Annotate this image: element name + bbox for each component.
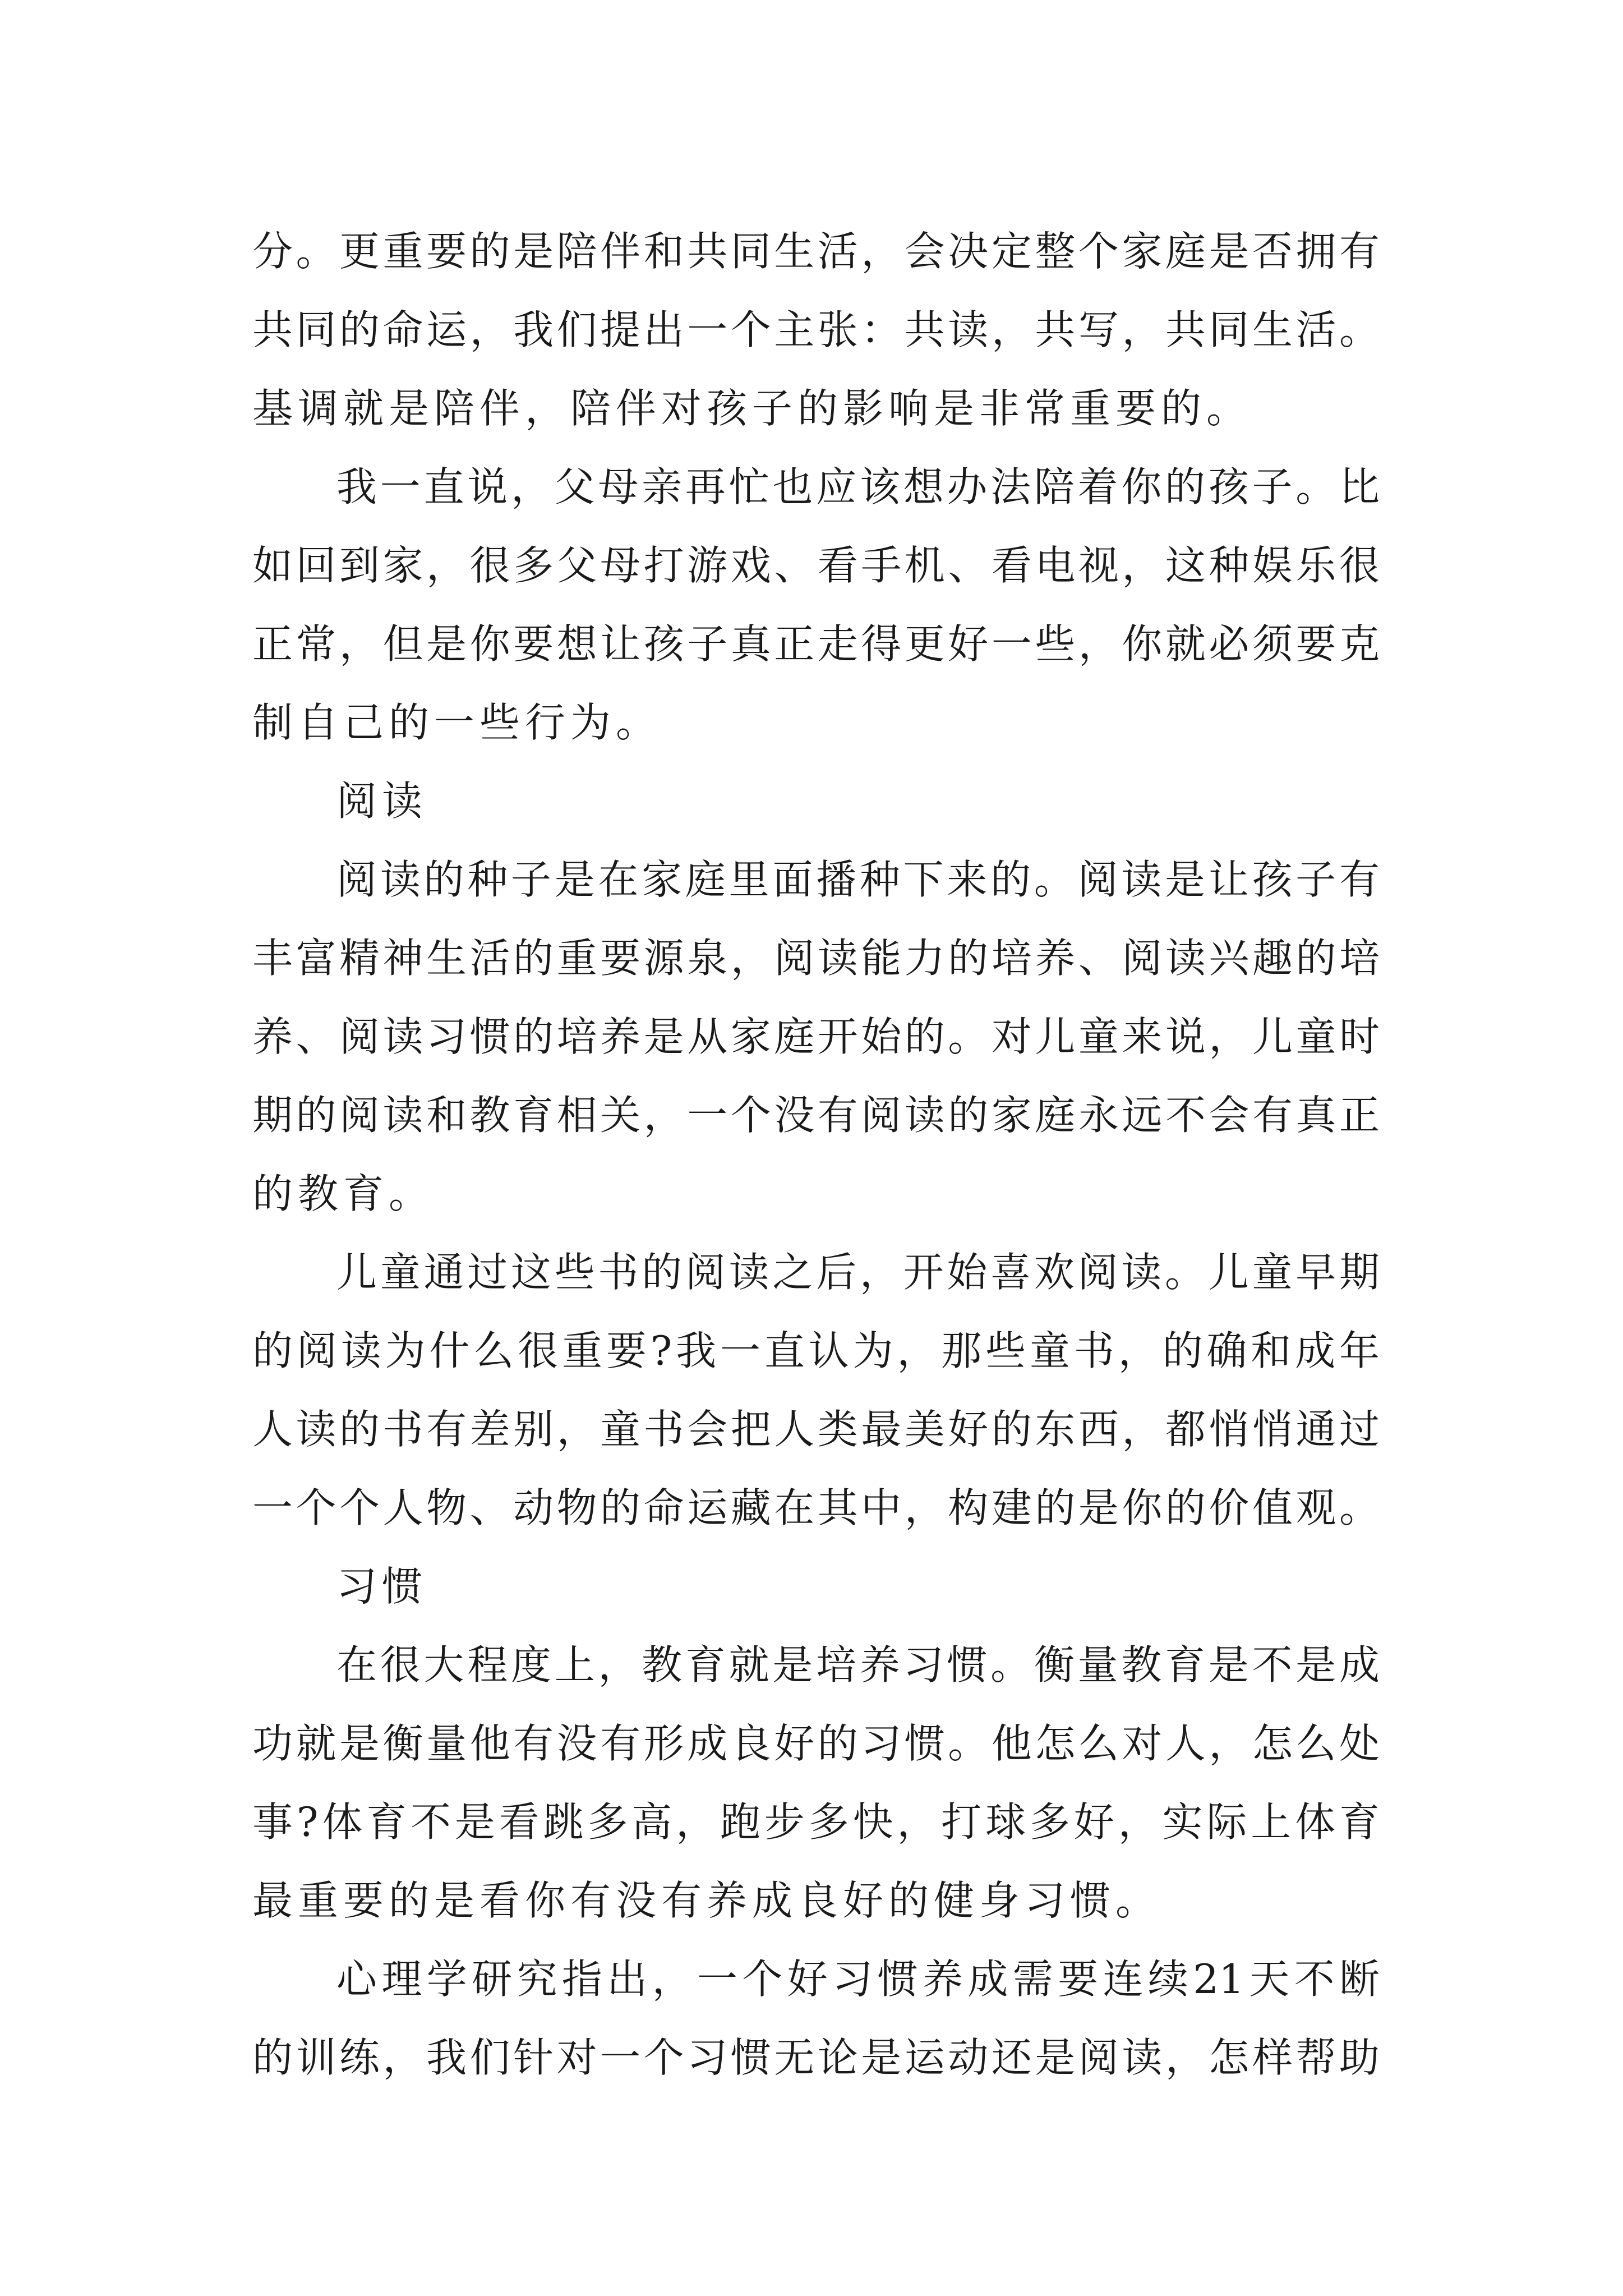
text-line: 共同的命运，我们提出一个主张：共读，共写，共同生活。 bbox=[252, 306, 1380, 353]
text-line: 一个个人物、动物的命运藏在其中，构建的是你的价值观。 bbox=[252, 1484, 1380, 1531]
text-line: 事?体育不是看跳多高，跑步多快，打球多好，实际上体育 bbox=[252, 1798, 1380, 1846]
text-line: 如回到家，很多父母打游戏、看手机、看电视，这种娱乐很 bbox=[252, 542, 1380, 589]
section-heading: 阅读 bbox=[336, 777, 428, 825]
body-text bbox=[252, 212, 1380, 2097]
text-line: 制自己的一些行为。 bbox=[252, 699, 662, 746]
text-line: 我一直说，父母亲再忙也应该想办法陪着你的孩子。比 bbox=[336, 463, 1380, 510]
text-line: 儿童通过这些书的阅读之后，开始喜欢阅读。儿童早期 bbox=[336, 1249, 1380, 1296]
text-line: 人读的书有差别，童书会把人类最美好的东西，都悄悄通过 bbox=[252, 1406, 1380, 1453]
text-line: 阅读的种子是在家庭里面播种下来的。阅读是让孩子有 bbox=[336, 856, 1380, 903]
text-line: 最重要的是看你有没有养成良好的健身习惯。 bbox=[252, 1877, 1161, 1924]
text-line: 的阅读为什么很重要?我一直认为，那些童书，的确和成年 bbox=[252, 1327, 1380, 1374]
text-line: 分。更重要的是陪伴和共同生活，会决定整个家庭是否拥有 bbox=[252, 228, 1380, 275]
text-line: 正常，但是你要想让孩子真正走得更好一些，你就必须要克 bbox=[252, 620, 1380, 668]
text-line: 的教育。 bbox=[252, 1170, 435, 1217]
text-line: 期的阅读和教育相关，一个没有阅读的家庭永远不会有真正 bbox=[252, 1092, 1380, 1139]
section-heading: 习惯 bbox=[336, 1563, 428, 1610]
text-line: 基调就是陪伴，陪伴对孩子的影响是非常重要的。 bbox=[252, 385, 1252, 432]
text-line: 的训练，我们针对一个习惯无论是运动还是阅读，怎样帮助 bbox=[252, 2034, 1380, 2081]
text-line: 心理学研究指出，一个好习惯养成需要连续21天不断 bbox=[336, 1955, 1380, 2003]
text-line: 功就是衡量他有没有形成良好的习惯。他怎么对人，怎么处 bbox=[252, 1720, 1380, 1767]
text-line: 丰富精神生活的重要源泉，阅读能力的培养、阅读兴趣的培 bbox=[252, 935, 1380, 982]
text-line: 养、阅读习惯的培养是从家庭开始的。对儿童来说，儿童时 bbox=[252, 1013, 1380, 1060]
text-line: 在很大程度上，教育就是培养习惯。衡量教育是不是成 bbox=[336, 1641, 1380, 1688]
